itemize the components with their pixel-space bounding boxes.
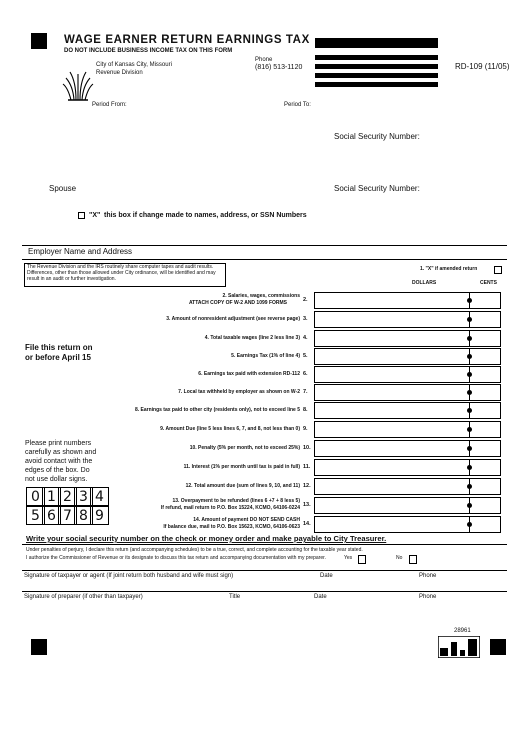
- print-instructions-3: avoid contact with the: [25, 458, 93, 465]
- amount-field[interactable]: [314, 497, 501, 514]
- spouse-label: Spouse: [49, 184, 77, 193]
- decimal-point-icon: [467, 427, 472, 432]
- taxpayer-signature-label: Signature of taxpayer or agent (If joint return both husband and wife must sign): [24, 573, 234, 579]
- line-label: 13. Overpayment to be refunded (lines 6 +7 + 8 less 5): [172, 498, 300, 504]
- registration-mark-bottom-left: [31, 639, 47, 655]
- form-title: WAGE EARNER RETURN EARNINGS TAX: [64, 34, 310, 46]
- preparer-date-label: Date: [314, 594, 327, 600]
- preparer-signature-label: Signature of preparer (if other than taxpayer): [24, 594, 143, 600]
- file-by-text-2: or before April 15: [25, 353, 91, 362]
- line-number: 14.: [303, 521, 311, 527]
- decimal-point-icon: [467, 336, 472, 341]
- decimal-point-icon: [467, 317, 472, 322]
- amount-field[interactable]: [314, 330, 501, 347]
- amount-field[interactable]: [314, 478, 501, 495]
- line-number: 6.: [303, 371, 308, 377]
- line-label: 5. Earnings Tax (1% of line 4): [231, 353, 300, 359]
- sample-digit-box: 6: [42, 506, 61, 525]
- sample-digit-box: 9: [90, 506, 109, 525]
- preparer-phone-label: Phone: [419, 594, 437, 600]
- change-checkbox-prefix: "X": [89, 212, 101, 219]
- amount-field[interactable]: [314, 366, 501, 383]
- preparer-signature-line: [22, 591, 507, 592]
- city-name: City of Kansas City, Missouri: [96, 62, 172, 68]
- no-label: No: [396, 555, 403, 561]
- line-label: 7. Local tax withheld by employer as shown on W-2: [178, 389, 300, 395]
- file-by-text-1: File this return on: [25, 343, 93, 352]
- print-instructions-4: edges of the box. Do: [25, 467, 90, 474]
- yes-label: Yes: [344, 555, 353, 561]
- line-number: 7.: [303, 389, 308, 395]
- amount-field[interactable]: [314, 384, 501, 401]
- spouse-ssn-label: Social Security Number:: [334, 184, 420, 193]
- line-label: 10. Penalty (5% per month, not to exceed 25%): [189, 445, 300, 451]
- line-number: 13.: [303, 502, 311, 508]
- amount-field[interactable]: [314, 459, 501, 476]
- fountain-seal-icon: [62, 66, 94, 102]
- amended-label: 1. "X" if amended return: [420, 266, 478, 272]
- line-label: 12. Total amount due (sum of lines 9, 10, and 11): [185, 483, 300, 489]
- change-checkbox[interactable]: [78, 212, 85, 219]
- sample-digit-box: 2: [58, 487, 77, 506]
- decimal-point-icon: [467, 354, 472, 359]
- form-subtitle: DO NOT INCLUDE BUSINESS INCOME TAX ON THIS FORM: [64, 48, 233, 54]
- decimal-point-icon: [467, 298, 472, 303]
- audit-notice-box: [24, 263, 226, 287]
- amended-checkbox[interactable]: [494, 266, 502, 274]
- form-id: RD-109 (11/05): [455, 62, 510, 71]
- payment-instruction: Write your social security number on the check or money order and make payable to City Treasurer.: [26, 534, 387, 543]
- line-number: 4.: [303, 335, 308, 341]
- line-number: 8.: [303, 407, 308, 413]
- phone-label: Phone: [255, 57, 273, 63]
- employer-label: Employer Name and Address: [28, 247, 133, 256]
- registration-mark-bottom-right: [490, 639, 506, 655]
- amount-field[interactable]: [314, 516, 501, 533]
- registration-mark-top-left: [31, 33, 47, 49]
- taxpayer-phone-label: Phone: [419, 573, 437, 579]
- amount-field[interactable]: [314, 311, 501, 328]
- line-label: 2. Salaries, wages, commissions: [222, 293, 300, 299]
- period-to-label: Period To:: [284, 102, 311, 108]
- footer-form-code: 28961: [454, 628, 471, 634]
- authorize-no-checkbox[interactable]: [409, 555, 417, 564]
- sample-digit-box: 1: [42, 487, 61, 506]
- sample-digit-box: 8: [74, 506, 93, 525]
- decimal-point-icon: [467, 503, 472, 508]
- amount-field[interactable]: [314, 348, 501, 365]
- line-label: 3. Amount of nonresident adjustment (see reverse page): [166, 316, 300, 322]
- sample-digit-box: 7: [58, 506, 77, 525]
- line-label: 14. Amount of payment DO NOT SEND CASH: [193, 517, 300, 523]
- amount-field[interactable]: [314, 440, 501, 457]
- line-number: 2.: [303, 297, 308, 303]
- decimal-point-icon: [467, 446, 472, 451]
- division-name: Revenue Division: [96, 70, 143, 76]
- redacted-bar-5: [315, 82, 438, 87]
- redacted-bar-1: [315, 38, 438, 48]
- line-label: 9. Amount Due (line 5 less lines 6, 7, and 8, not less than 0): [160, 426, 300, 432]
- sample-digit-box: 3: [74, 487, 93, 506]
- period-from-label: Period From:: [92, 102, 127, 108]
- employer-bottom-rule: [22, 259, 507, 260]
- sample-digit-box: 0: [26, 487, 45, 506]
- decimal-point-icon: [467, 390, 472, 395]
- sample-digit-box: 4: [90, 487, 109, 506]
- print-instructions-1: Please print numbers: [25, 440, 92, 447]
- cents-header: CENTS: [480, 280, 497, 286]
- redacted-bar-3: [315, 64, 438, 69]
- decimal-point-icon: [467, 372, 472, 377]
- line-label: 4. Total taxable wages (line 2 less line 3): [204, 335, 300, 341]
- line-number: 9.: [303, 426, 308, 432]
- line-number: 11.: [303, 464, 311, 470]
- decimal-point-icon: [467, 522, 472, 527]
- scan-code-icon: [438, 636, 480, 658]
- line-number: 12.: [303, 483, 311, 489]
- amount-field[interactable]: [314, 292, 501, 309]
- line-sublabel: If balance due, mail to P.O. Box 15623, KCMO, 64106-0623: [163, 524, 300, 530]
- amount-field[interactable]: [314, 421, 501, 438]
- taxpayer-date-label: Date: [320, 573, 333, 579]
- authorize-statement: I authorize the Commissioner of Revenue or its designate to discuss this tax return and accompanying documentation with my preparer.: [26, 555, 326, 561]
- print-instructions-2: carefully as shown and: [25, 449, 97, 456]
- authorize-yes-checkbox[interactable]: [358, 555, 366, 564]
- phone-number: (816) 513-1120: [255, 64, 303, 71]
- sample-digit-box: 5: [26, 506, 45, 525]
- print-instructions-5: not use dollar signs.: [25, 476, 88, 483]
- perjury-statement: Under penalties of perjury, I declare this return (and accompanying schedules) to be a true, correct, and complete accounting for the taxable year stated.: [26, 547, 363, 553]
- line-number: 3.: [303, 316, 308, 322]
- amount-field[interactable]: [314, 402, 501, 419]
- line-label: 11. Interest (1% per month until tax is paid in full): [183, 464, 300, 470]
- audit-notice-text: The Revenue Division and the IRS routinely share computer tapes and audit results. Differences, other than those allowed under City ordinance, will be identified and may result in an audit or further investigation.: [27, 264, 216, 282]
- preparer-title-label: Title: [229, 594, 241, 600]
- redacted-bar-4: [315, 73, 438, 78]
- line-number: 10.: [303, 445, 311, 451]
- line-number: 5.: [303, 353, 308, 359]
- dollars-header: DOLLARS: [412, 280, 437, 286]
- taxpayer-signature-line: [22, 570, 507, 571]
- redacted-bar-2: [315, 55, 438, 60]
- change-checkbox-label: this box if change made to names, address, or SSN Numbers: [104, 212, 307, 219]
- decimal-point-icon: [467, 408, 472, 413]
- line-sublabel: If refund, mail return to P.O. Box 15224, KCMO, 64106-0224: [160, 505, 300, 511]
- decimal-point-icon: [467, 465, 472, 470]
- line-label: 6. Earnings tax paid with extension RD-112: [198, 371, 300, 377]
- employer-top-rule: [22, 245, 507, 246]
- instruction-rule: [22, 544, 507, 545]
- line-label: 8. Earnings tax paid to other city (residents only), not to exceed line 5: [134, 407, 300, 413]
- ssn-label: Social Security Number:: [334, 132, 420, 141]
- line-sublabel: ATTACH COPY OF W-2 AND 1099 FORMS: [188, 300, 287, 306]
- decimal-point-icon: [467, 484, 472, 489]
